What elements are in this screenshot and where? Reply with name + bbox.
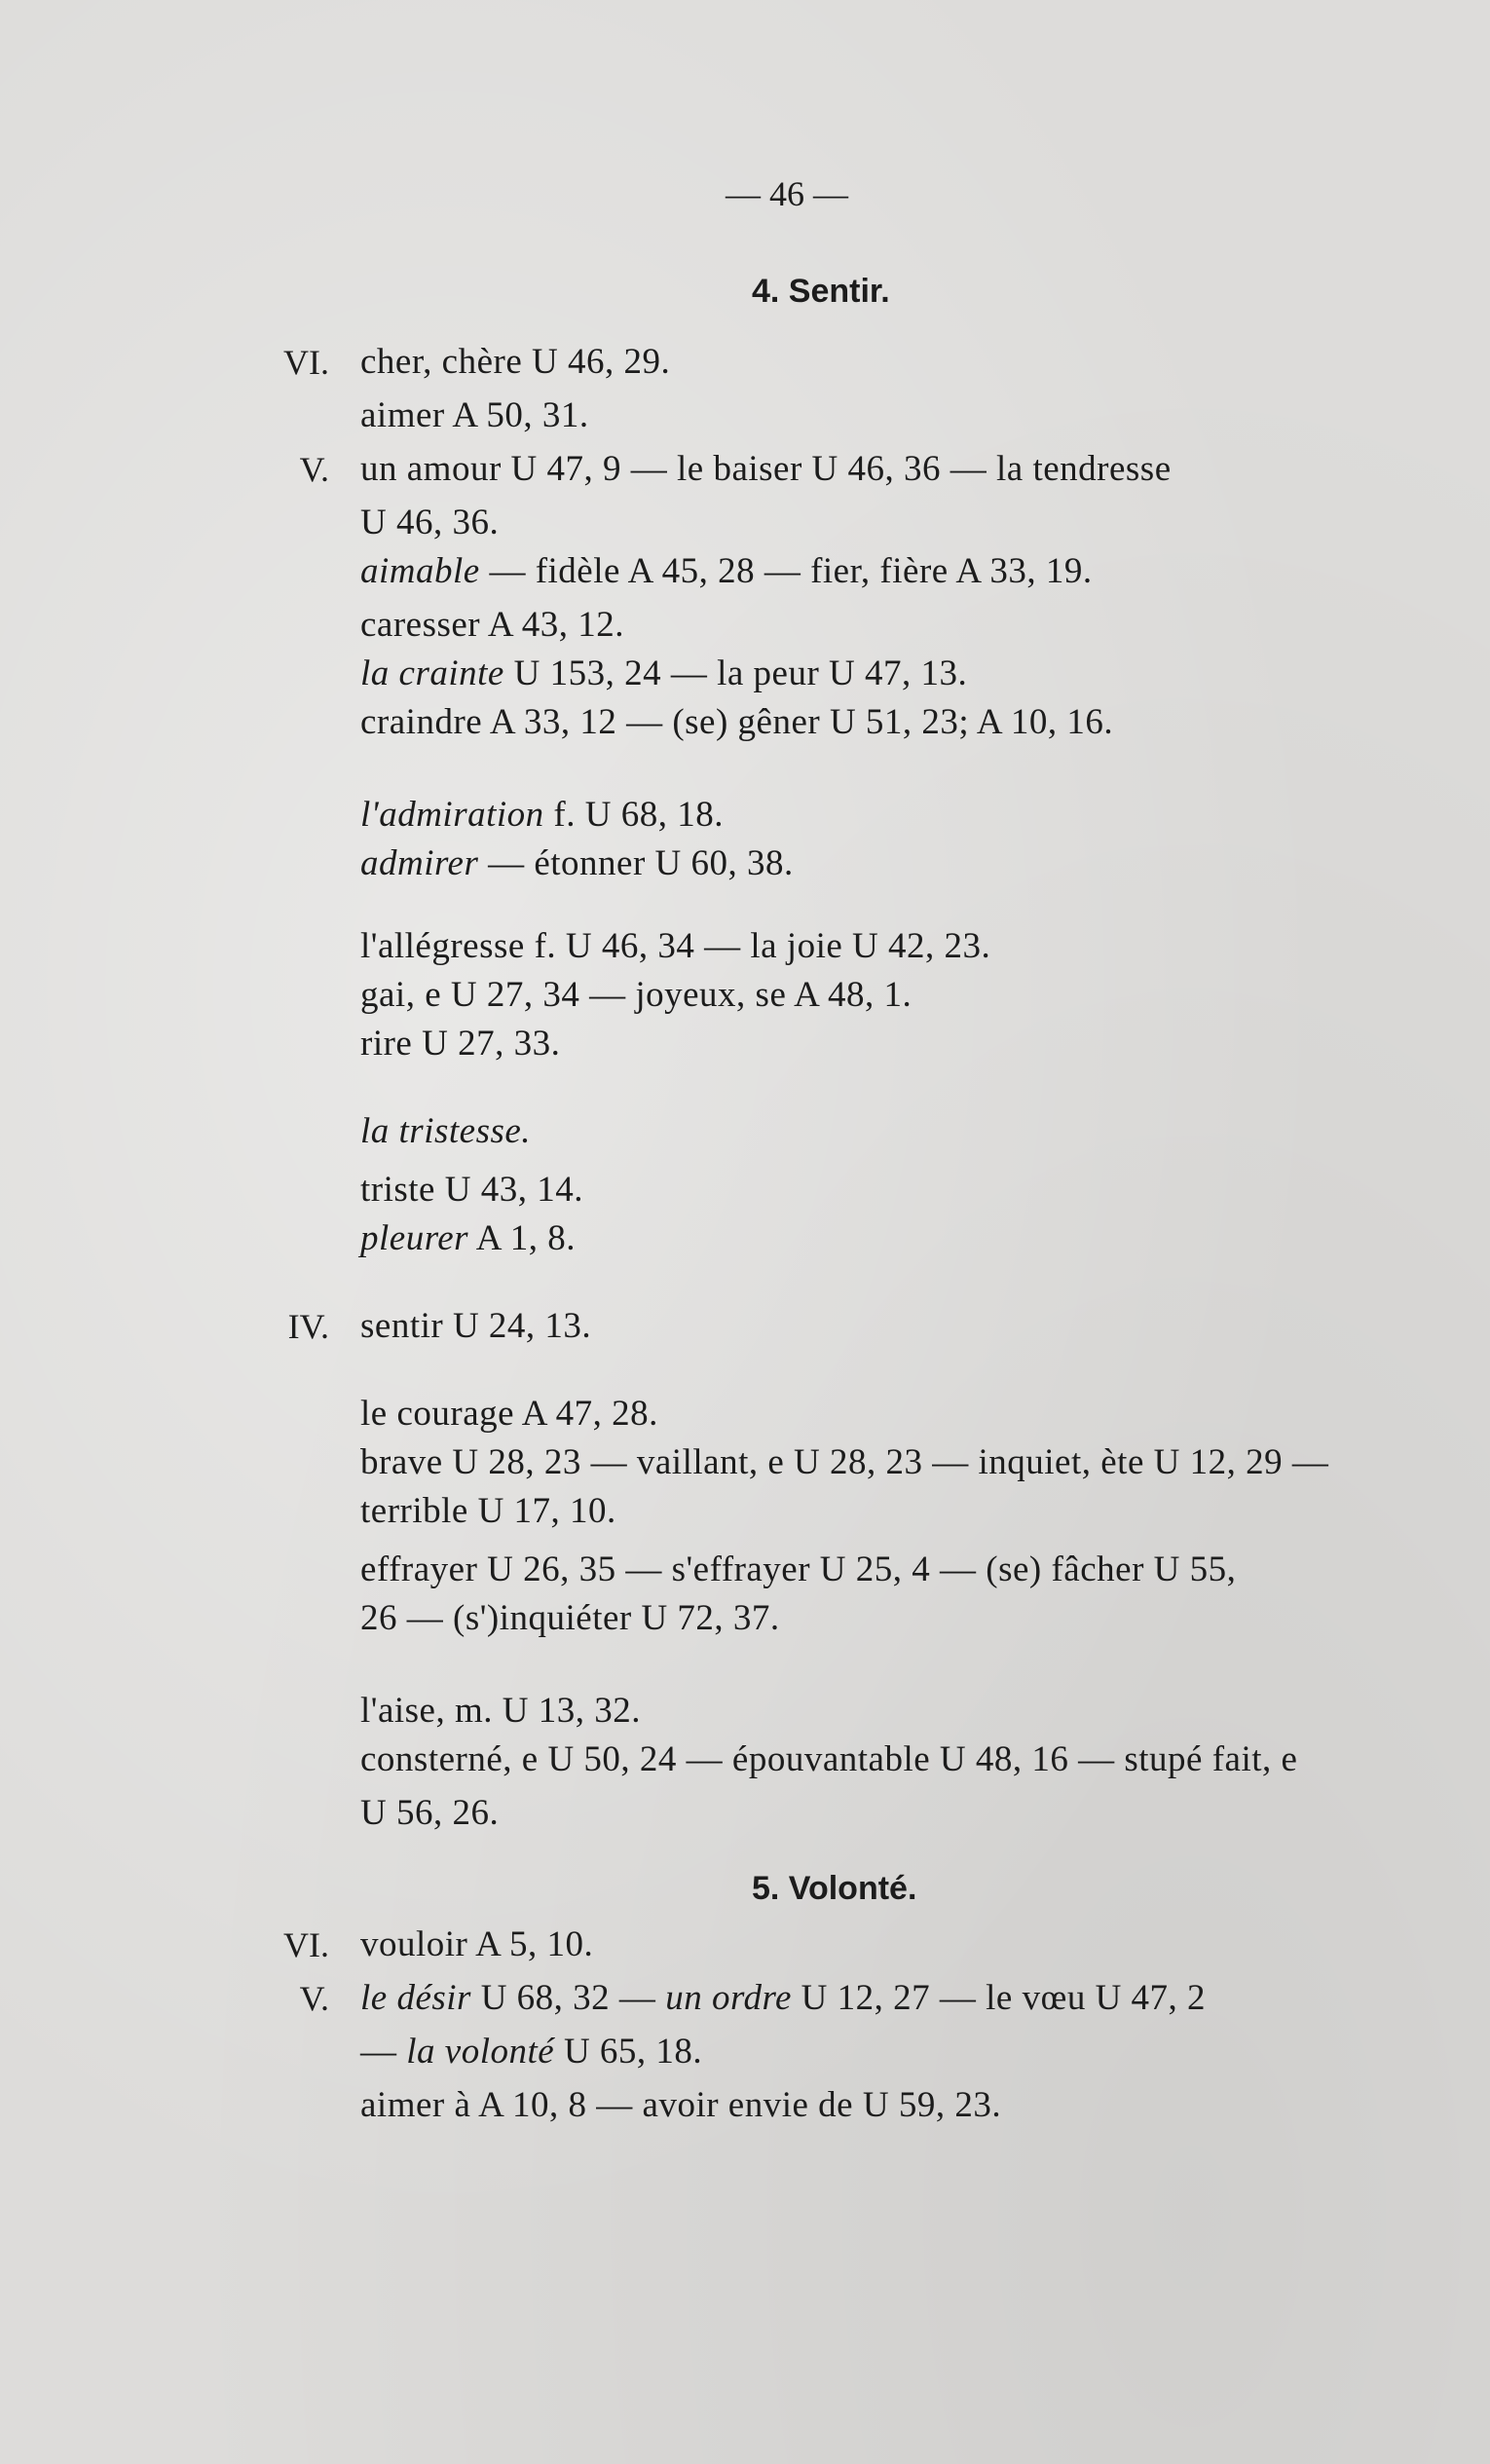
entry-text: triste U 43, 14. — [360, 1170, 583, 1210]
italic-term: la crainte — [360, 653, 504, 693]
vocabulary-line — [360, 1023, 560, 1065]
roman-level-marker: VI. — [283, 343, 329, 382]
roman-level-marker: VI. — [283, 1925, 329, 1964]
vocabulary-line — [360, 701, 1113, 744]
entry-text: l'allégresse f. U 46, 34 — la joie U 42, 23. — [360, 926, 991, 966]
italic-term: le désir — [360, 1978, 471, 2018]
entry-text: — — [360, 2032, 407, 2072]
entry-text: rire U 27, 33. — [360, 1024, 561, 1064]
vocabulary-line — [360, 1792, 499, 1835]
entry-text: — fidèle A 45, 28 — fier, fière A 33, 19. — [479, 551, 1093, 591]
vocabulary-line — [360, 1738, 1297, 1781]
vocabulary-line — [360, 1441, 1328, 1484]
entry-text: brave U 28, 23 — vaillant, e U 28, 23 — inquiet, ète U 12, 29 — — [360, 1442, 1329, 1482]
italic-term: un ordre — [665, 1978, 792, 2018]
entry-text: craindre A 33, 12 — (se) gêner U 51, 23; A 10, 16. — [360, 702, 1114, 742]
vocabulary-line — [360, 448, 1172, 491]
entry-text: U 65, 18. — [554, 2032, 703, 2072]
entry-text: le courage A 47, 28. — [360, 1394, 658, 1434]
page-number: — 46 — — [726, 174, 848, 213]
entry-text: 26 — (s')inquiéter U 72, 37. — [360, 1598, 780, 1638]
vocabulary-line — [360, 2084, 1001, 2127]
entry-text: un amour U 47, 9 — le baiser U 46, 36 — la tendresse — [360, 449, 1172, 489]
entry-text: gai, e U 27, 34 — joyeux, se A 48, 1. — [360, 975, 913, 1015]
entry-text: terrible U 17, 10. — [360, 1491, 616, 1531]
vocabulary-line — [360, 604, 624, 647]
vocabulary-line — [360, 502, 499, 544]
roman-level-marker: IV. — [287, 1307, 329, 1346]
vocabulary-line — [360, 341, 670, 384]
vocabulary-line — [360, 394, 589, 437]
entry-text: aimer à A 10, 8 — avoir envie de U 59, 23. — [360, 2085, 1002, 2125]
vocabulary-line — [360, 1690, 641, 1733]
vocabulary-line — [360, 1923, 593, 1966]
entry-text: — étonner U 60, 38. — [478, 843, 794, 883]
italic-term: pleurer — [360, 1218, 469, 1258]
entry-text: cher, chère U 46, 29. — [360, 342, 671, 382]
vocabulary-line — [360, 653, 967, 695]
entry-text: consterné, e U 50, 24 — épouvantable U 48, 16 — stupé fait, e — [360, 1739, 1298, 1779]
vocabulary-line — [360, 550, 1093, 593]
italic-term: aimable — [360, 551, 480, 591]
vocabulary-line — [360, 1217, 576, 1260]
vocabulary-line — [360, 1597, 780, 1640]
vocabulary-line — [360, 1549, 1236, 1591]
vocabulary-line — [360, 925, 990, 968]
entry-text: U 46, 36. — [360, 503, 500, 542]
entry-text: U 68, 32 — — [470, 1978, 666, 2018]
italic-term: la tristesse. — [360, 1111, 532, 1151]
section-heading-volonte: 5. Volonté. — [752, 1870, 917, 1907]
vocabulary-line — [360, 1169, 583, 1212]
vocabulary-line — [360, 1305, 591, 1348]
entry-text: f. U 68, 18. — [543, 795, 724, 835]
entry-text: sentir U 24, 13. — [360, 1306, 592, 1346]
italic-term: la volonté — [406, 2032, 555, 2072]
vocabulary-line — [360, 1490, 616, 1533]
vocabulary-line — [360, 1393, 658, 1436]
entry-text: aimer A 50, 31. — [360, 395, 589, 435]
entry-text: U 153, 24 — la peur U 47, 13. — [503, 653, 968, 693]
entry-text: U 56, 26. — [360, 1793, 500, 1833]
roman-level-marker: V. — [299, 450, 329, 489]
italic-term: l'admiration — [360, 795, 544, 835]
vocabulary-line — [360, 842, 794, 885]
vocabulary-line — [360, 1110, 531, 1153]
italic-term: admirer — [360, 843, 479, 883]
vocabulary-line — [360, 1977, 1206, 2020]
entry-text: U 12, 27 — le vœu U 47, 2 — [791, 1978, 1207, 2018]
entry-text: effrayer U 26, 35 — s'effrayer U 25, 4 — (se) fâcher U 55, — [360, 1549, 1237, 1589]
entry-text: A 1, 8. — [468, 1218, 576, 1258]
vocabulary-line — [360, 794, 724, 837]
entry-text: caresser A 43, 12. — [360, 605, 625, 645]
vocabulary-line — [360, 974, 912, 1017]
vocabulary-line — [360, 2031, 702, 2073]
roman-level-marker: V. — [299, 1979, 329, 2018]
entry-text: l'aise, m. U 13, 32. — [360, 1691, 641, 1731]
entry-text: vouloir A 5, 10. — [360, 1924, 594, 1964]
section-heading-sentir: 4. Sentir. — [752, 273, 890, 310]
